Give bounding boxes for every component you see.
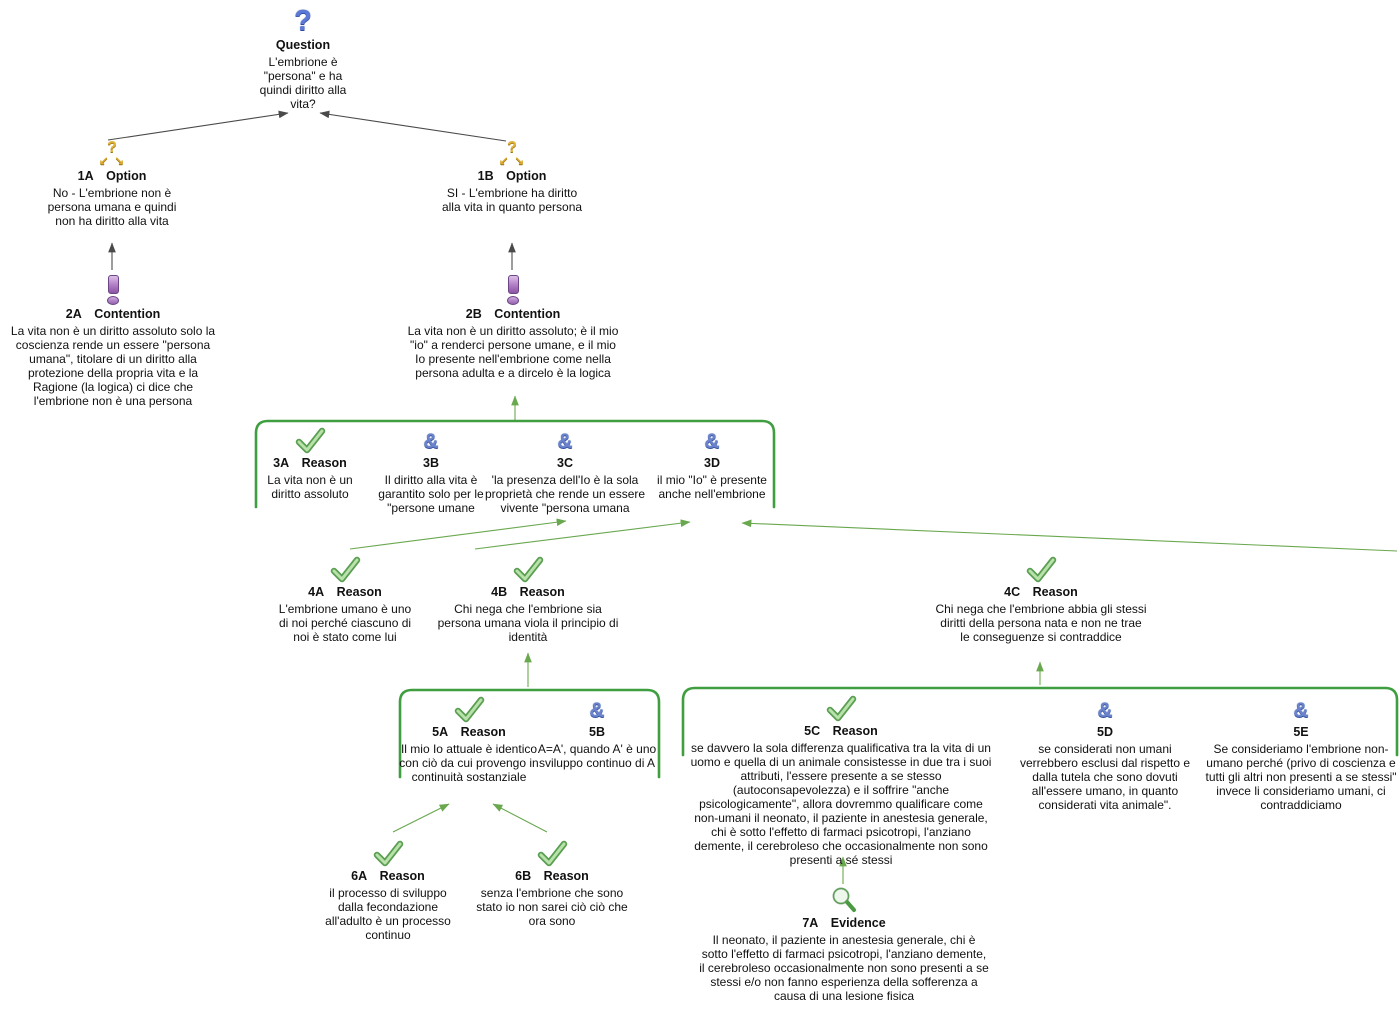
node-text: L'embrione è "persona" e ha quindi diritto alla vita? xyxy=(259,55,347,111)
node-label: 6A Reason xyxy=(351,869,425,883)
node-3d-and[interactable] xyxy=(656,430,768,501)
node-label: 4A Reason xyxy=(308,585,382,599)
node-label: 2B Contention xyxy=(465,307,561,321)
node-3a-reason[interactable] xyxy=(258,427,362,501)
node-text: Chi nega che l'embrione abbia gli stessi diritti della persona nata e non ne trae le conseguenze si contraddice xyxy=(935,602,1147,644)
node-text: il mio "Io" è presente anche nell'embrione xyxy=(657,473,767,501)
and-icon: & xyxy=(557,430,573,453)
node-4c-reason[interactable] xyxy=(935,556,1147,644)
node-text: Chi nega che l'embrione sia persona umana viola il principio di identità xyxy=(437,602,619,644)
node-label: 6B Reason xyxy=(515,869,589,883)
node-label: 5E xyxy=(1293,725,1309,739)
edge-4b-3d xyxy=(475,522,690,549)
reason-check-icon xyxy=(372,840,404,867)
reason-check-icon xyxy=(329,556,361,583)
node-text: il processo di sviluppo dalla fecondazione all'adulto è un processo continuo xyxy=(325,886,451,942)
node-text: se considerati non umani verrebbero esclusi dal rispetto e dalla tutela che sono dovuti all'essere umano, in quanto considerati vita animale". xyxy=(1019,742,1191,812)
node-question[interactable] xyxy=(247,6,359,111)
node-1b-option[interactable] xyxy=(437,140,587,214)
node-label: 7A Evidence xyxy=(802,916,886,930)
and-icon: & xyxy=(423,430,439,453)
node-2a-contention[interactable] xyxy=(6,275,220,408)
node-text: senza l'embrione che sono stato io non sarei ciò ciò che ora sono xyxy=(476,886,628,928)
node-text: L'embrione umano è uno di noi perché ciascuno di noi è stato come lui xyxy=(278,602,412,644)
node-label: 3C xyxy=(557,456,573,470)
node-4b-reason[interactable] xyxy=(436,556,620,644)
edge-4c-3d xyxy=(742,523,1397,551)
reason-check-icon xyxy=(825,695,857,722)
node-5b-and[interactable] xyxy=(534,699,660,770)
node-5d-and[interactable] xyxy=(1013,699,1197,812)
node-text: Se consideriamo l'embrione non-umano perché (privo di coscienza e tutti gli altri non presenti a se stessi" invece li consideriamo umani, ci contraddiciamo xyxy=(1205,742,1397,812)
edge-4a-3c xyxy=(350,521,566,549)
node-label: 5A Reason xyxy=(432,725,506,739)
node-text: Il diritto alla vita è garantito solo per le "persone umane xyxy=(378,473,484,515)
node-text: se davvero la sola differenza qualificativa tra la vita di un uomo e quella di un animale consistesse in due tra i suoi attributi, l'essere presente a se stesso (autoconsapevolezza) e il soffrire "anche psicologicamente", allora dovremmo qualificare come non-umani il neonato, il paziente in anestesia generale, chi è sotto l'effetto di farmaci psicotropi, l'anziano demente, il cerebroleso che occasionalmente non sono presenti a sé stessi xyxy=(690,741,992,867)
node-text: La vita non è un diritto assoluto; è il mio "io" a renderci persone umane, e il mio Io presente nell'embrione come nella persona adulta e a dircelo è la logica xyxy=(407,324,619,380)
node-text: SI - L'embrione ha diritto alla vita in quanto persona xyxy=(441,186,583,214)
node-label: Question xyxy=(275,38,331,52)
node-5e-and[interactable] xyxy=(1204,699,1398,812)
node-1a-option[interactable] xyxy=(37,140,187,228)
node-text: Il neonato, il paziente in anestesia generale, chi è sotto l'effetto di farmaci psicotropi, l'anziano demente, il cerebroleso occasionalmente non sono presenti a se stessi e/o non fanno esperienza della sofferenza a causa di una lesione fisica xyxy=(699,933,989,1003)
node-label: 3D xyxy=(704,456,720,470)
node-2b-contention[interactable] xyxy=(406,275,620,380)
edge-6b-5a xyxy=(493,804,547,832)
node-text: La vita non è un diritto assoluto solo la coscienza rende un essere "persona umana", titolare di un diritto alla protezione della propria vita e la Ragione (la logica) ci dice che l'embrione non è una persona xyxy=(10,324,216,408)
node-text: 'la presenza dell'Io è la sola proprietà che rende un essere vivente "persona umana xyxy=(484,473,646,515)
edge-1b-question xyxy=(320,113,506,141)
node-label: 3A Reason xyxy=(273,456,347,470)
node-6a-reason[interactable] xyxy=(318,840,458,942)
reason-check-icon xyxy=(512,556,544,583)
node-3c-and[interactable] xyxy=(473,430,657,515)
node-5c-reason[interactable] xyxy=(686,695,996,867)
edge-6a-5a xyxy=(393,804,449,832)
node-label: 3B xyxy=(423,456,439,470)
evidence-magnifier-icon xyxy=(830,886,858,914)
node-4a-reason[interactable] xyxy=(275,556,415,644)
node-5a-reason[interactable] xyxy=(390,696,548,784)
node-label: 4C Reason xyxy=(1004,585,1078,599)
contention-icon xyxy=(507,275,519,305)
node-text: A=A', quando A' è uno sviluppo continuo di A xyxy=(537,742,657,770)
node-text: Il mio Io attuale è identico con ciò da cui provengo in continuità sostanziale xyxy=(399,742,539,784)
contention-icon xyxy=(107,275,119,305)
reason-check-icon xyxy=(294,427,326,454)
node-label: 1B Option xyxy=(477,169,547,183)
reason-check-icon xyxy=(453,696,485,723)
reason-check-icon xyxy=(536,840,568,867)
node-label: 4B Reason xyxy=(491,585,565,599)
node-6b-reason[interactable] xyxy=(473,840,631,928)
edge-1a-question xyxy=(108,113,288,140)
node-label: 5B xyxy=(589,725,605,739)
node-label: 5D xyxy=(1097,725,1113,739)
option-icon: ? ↙ ↘ xyxy=(498,139,526,168)
node-label: 5C Reason xyxy=(804,724,878,738)
and-icon: & xyxy=(589,699,605,722)
reason-check-icon xyxy=(1025,556,1057,583)
node-label: 2A Contention xyxy=(65,307,161,321)
and-icon: & xyxy=(704,430,720,453)
and-icon: & xyxy=(1293,699,1309,722)
option-icon: ? ↙ ↘ xyxy=(98,139,126,168)
and-icon: & xyxy=(1097,699,1113,722)
node-text: La vita non è un diritto assoluto xyxy=(267,473,353,501)
node-label: 1A Option xyxy=(77,169,147,183)
node-text: No - L'embrione non è persona umana e quindi non ha diritto alla vita xyxy=(47,186,177,228)
node-7a-evidence[interactable] xyxy=(699,886,989,1003)
question-icon: ? xyxy=(294,5,312,37)
